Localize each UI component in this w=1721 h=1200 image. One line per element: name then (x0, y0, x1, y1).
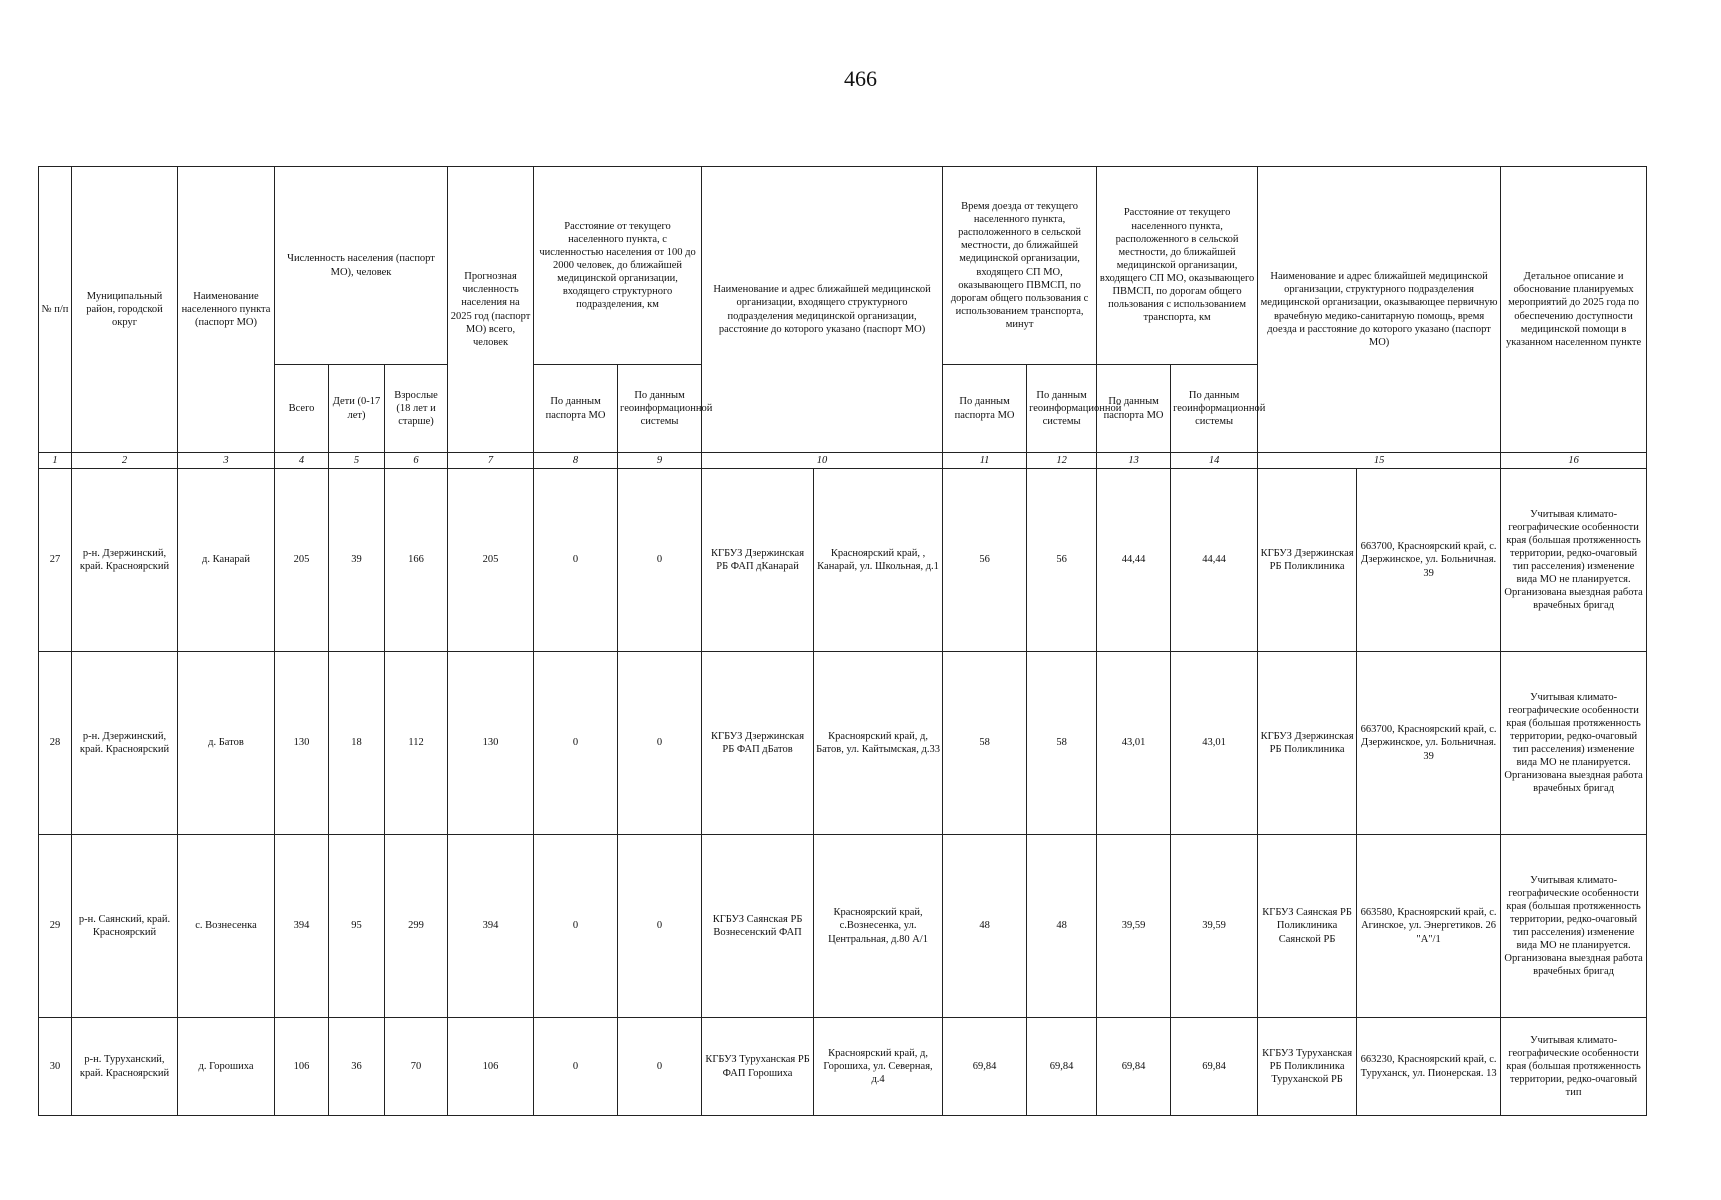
header-distance-group: Расстояние от текущего населенного пункта, с численностью населения от 100 до 2000 человек, до ближайшей медицинской организации, входящего структурного подразделения, км (534, 167, 702, 365)
header-col-2: Муниципальный район, городской округ (72, 167, 178, 453)
time-gis-cell: 58 (1027, 652, 1097, 835)
column-number: 15 (1258, 453, 1501, 469)
settlement-cell: д. Батов (178, 652, 275, 835)
settlement-cell: с. Вознесенка (178, 835, 275, 1018)
road-gis-cell: 69,84 (1171, 1018, 1258, 1116)
header-col-7: Прогнозная численность населения на 2025 год (паспорт МО) всего, человек (448, 167, 534, 453)
mo-name-cell: КГБУЗ Дзержинская РБ ФАП дКанарай (702, 469, 814, 652)
distance-gis-cell: 0 (618, 652, 702, 835)
header-col-9: По данным геоинформационной системы (618, 365, 702, 453)
road-passport-cell: 43,01 (1097, 652, 1171, 835)
population-children-cell: 18 (329, 652, 385, 835)
column-number: 2 (72, 453, 178, 469)
time-gis-cell: 56 (1027, 469, 1097, 652)
header-col-15: Наименование и адрес ближайшей медицинской организации, структурного подразделения медицинской организации, оказывающее первичную врачебную медико-санитарную помощь, время доезда и расстояние до которого указано (паспорт МО) (1258, 167, 1501, 453)
header-col-6: Взрослые (18 лет и старше) (385, 365, 448, 453)
header-col-10: Наименование и адрес ближайшей медицинской организации, входящего структурного подразделения медицинской организации, расстояние до которого указано (паспорт МО) (702, 167, 943, 453)
road-passport-cell: 39,59 (1097, 835, 1171, 1018)
column-number: 6 (385, 453, 448, 469)
column-number: 10 (702, 453, 943, 469)
pvmsp-address-cell: 663700, Красноярский край, с. Дзержинское, ул. Больничная. 39 (1357, 469, 1501, 652)
time-passport-cell: 58 (943, 652, 1027, 835)
road-gis-cell: 43,01 (1171, 652, 1258, 835)
population-children-cell: 36 (329, 1018, 385, 1116)
header-col-4: Всего (275, 365, 329, 453)
column-number: 3 (178, 453, 275, 469)
column-number: 16 (1501, 453, 1647, 469)
header-col-16: Детальное описание и обоснование планируемых мероприятий до 2025 года по обеспечению доступности медицинской помощи в указанном населенном пункте (1501, 167, 1647, 453)
district-cell: р-н. Саянский, край. Красноярский (72, 835, 178, 1018)
distance-passport-cell: 0 (534, 469, 618, 652)
column-number: 4 (275, 453, 329, 469)
pvmsp-name-cell: КГБУЗ Туруханская РБ Поликлиника Туруханской РБ (1258, 1018, 1357, 1116)
column-number-row (39, 453, 1647, 469)
header-col-8: По данным паспорта МО (534, 365, 618, 453)
column-number: 5 (329, 453, 385, 469)
header-col-11: По данным паспорта МО (943, 365, 1027, 453)
header-col-1: № п/п (39, 167, 72, 453)
district-cell: р-н. Туруханский, край. Красноярский (72, 1018, 178, 1116)
header-time-group: Время доезда от текущего населенного пункта, расположенного в сельской местности, до ближайшей медицинской организации, входящего СП МО, оказывающего ПВМСП, по дорогам общего пользования с использованием транспорта, минут (943, 167, 1097, 365)
settlement-cell: д. Горошиха (178, 1018, 275, 1116)
forecast-cell: 130 (448, 652, 534, 835)
population-children-cell: 39 (329, 469, 385, 652)
road-passport-cell: 44,44 (1097, 469, 1171, 652)
column-number: 11 (943, 453, 1027, 469)
header-population-group: Численность населения (паспорт МО), человек (275, 167, 448, 365)
column-number: 9 (618, 453, 702, 469)
page-number: 466 (844, 66, 877, 91)
row-number: 27 (39, 469, 72, 652)
column-number: 7 (448, 453, 534, 469)
population-adults-cell: 70 (385, 1018, 448, 1116)
time-passport-cell: 56 (943, 469, 1027, 652)
road-gis-cell: 39,59 (1171, 835, 1258, 1018)
header-row-top (39, 167, 1647, 365)
population-adults-cell: 299 (385, 835, 448, 1018)
header-col-5: Дети (0-17 лет) (329, 365, 385, 453)
distance-gis-cell: 0 (618, 1018, 702, 1116)
mo-address-cell: Красноярский край, с.Вознесенка, ул. Центральная, д.80 А/1 (814, 835, 943, 1018)
population-children-cell: 95 (329, 835, 385, 1018)
population-total-cell: 205 (275, 469, 329, 652)
mo-address-cell: Красноярский край, , Канарай, ул. Школьная, д.1 (814, 469, 943, 652)
time-passport-cell: 48 (943, 835, 1027, 1018)
distance-gis-cell: 0 (618, 835, 702, 1018)
header-col-3: Наименование населенного пункта (паспорт МО) (178, 167, 275, 453)
distance-passport-cell: 0 (534, 652, 618, 835)
mo-address-cell: Красноярский край, д, Горошиха, ул. Северная, д.4 (814, 1018, 943, 1116)
row-number: 29 (39, 835, 72, 1018)
forecast-cell: 394 (448, 835, 534, 1018)
table-row (39, 469, 1647, 652)
header-col-14: По данным геоинформационной системы (1171, 365, 1258, 453)
pvmsp-name-cell: КГБУЗ Саянская РБ Поликлиника Саянской РБ (1258, 835, 1357, 1018)
road-passport-cell: 69,84 (1097, 1018, 1171, 1116)
mo-name-cell: КГБУЗ Дзержинская РБ ФАП дБатов (702, 652, 814, 835)
time-gis-cell: 48 (1027, 835, 1097, 1018)
pvmsp-address-cell: 663580, Красноярский край, с. Агинское, ул. Энергетиков. 26 "А"/1 (1357, 835, 1501, 1018)
pvmsp-address-cell: 663230, Красноярский край, с. Туруханск, ул. Пионерская. 13 (1357, 1018, 1501, 1116)
population-adults-cell: 166 (385, 469, 448, 652)
time-gis-cell: 69,84 (1027, 1018, 1097, 1116)
column-number: 1 (39, 453, 72, 469)
distance-passport-cell: 0 (534, 1018, 618, 1116)
header-road-group: Расстояние от текущего населенного пункта, расположенного в сельской местности, до ближайшей медицинской организации, входящего СП МО, оказывающего ПВМСП, по дорогам общего пользования с использованием транспорта, км (1097, 167, 1258, 365)
population-adults-cell: 112 (385, 652, 448, 835)
row-number: 28 (39, 652, 72, 835)
column-number: 14 (1171, 453, 1258, 469)
description-cell: Учитывая климато-географические особенности края (большая протяженность территории, редко-очаговый тип расселения) изменение вида МО не планируется. Организована выездная работа врачебных бригад (1501, 835, 1647, 1018)
distance-passport-cell: 0 (534, 835, 618, 1018)
time-passport-cell: 69,84 (943, 1018, 1027, 1116)
row-number: 30 (39, 1018, 72, 1116)
mo-name-cell: КГБУЗ Саянская РБ Вознесенский ФАП (702, 835, 814, 1018)
population-total-cell: 394 (275, 835, 329, 1018)
population-total-cell: 130 (275, 652, 329, 835)
header-col-12: По данным геоинформационной системы (1027, 365, 1097, 453)
header-col-13: По данным паспорта МО (1097, 365, 1171, 453)
column-number: 13 (1097, 453, 1171, 469)
table-row (39, 1018, 1647, 1116)
table-row (39, 835, 1647, 1018)
description-cell: Учитывая климато-географические особенности края (большая протяженность территории, редко-очаговый тип расселения) изменение вида МО не планируется. Организована выездная работа врачебных бригад (1501, 469, 1647, 652)
forecast-cell: 106 (448, 1018, 534, 1116)
pvmsp-address-cell: 663700, Красноярский край, с. Дзержинское, ул. Больничная. 39 (1357, 652, 1501, 835)
description-cell: Учитывая климато-географические особенности края (большая протяженность территории, редко-очаговый тип (1501, 1018, 1647, 1116)
district-cell: р-н. Дзержинский, край. Красноярский (72, 469, 178, 652)
pvmsp-name-cell: КГБУЗ Дзержинская РБ Поликлиника (1258, 469, 1357, 652)
column-number: 8 (534, 453, 618, 469)
forecast-cell: 205 (448, 469, 534, 652)
settlement-cell: д. Канарай (178, 469, 275, 652)
road-gis-cell: 44,44 (1171, 469, 1258, 652)
medical-access-table (38, 166, 1647, 1116)
mo-name-cell: КГБУЗ Туруханская РБ ФАП Горошиха (702, 1018, 814, 1116)
population-total-cell: 106 (275, 1018, 329, 1116)
district-cell: р-н. Дзержинский, край. Красноярский (72, 652, 178, 835)
description-cell: Учитывая климато-географические особенности края (большая протяженность территории, редко-очаговый тип расселения) изменение вида МО не планируется. Организована выездная работа врачебных бригад (1501, 652, 1647, 835)
distance-gis-cell: 0 (618, 469, 702, 652)
pvmsp-name-cell: КГБУЗ Дзержинская РБ Поликлиника (1258, 652, 1357, 835)
mo-address-cell: Красноярский край, д, Батов, ул. Кайтымская, д.33 (814, 652, 943, 835)
table-row (39, 652, 1647, 835)
column-number: 12 (1027, 453, 1097, 469)
